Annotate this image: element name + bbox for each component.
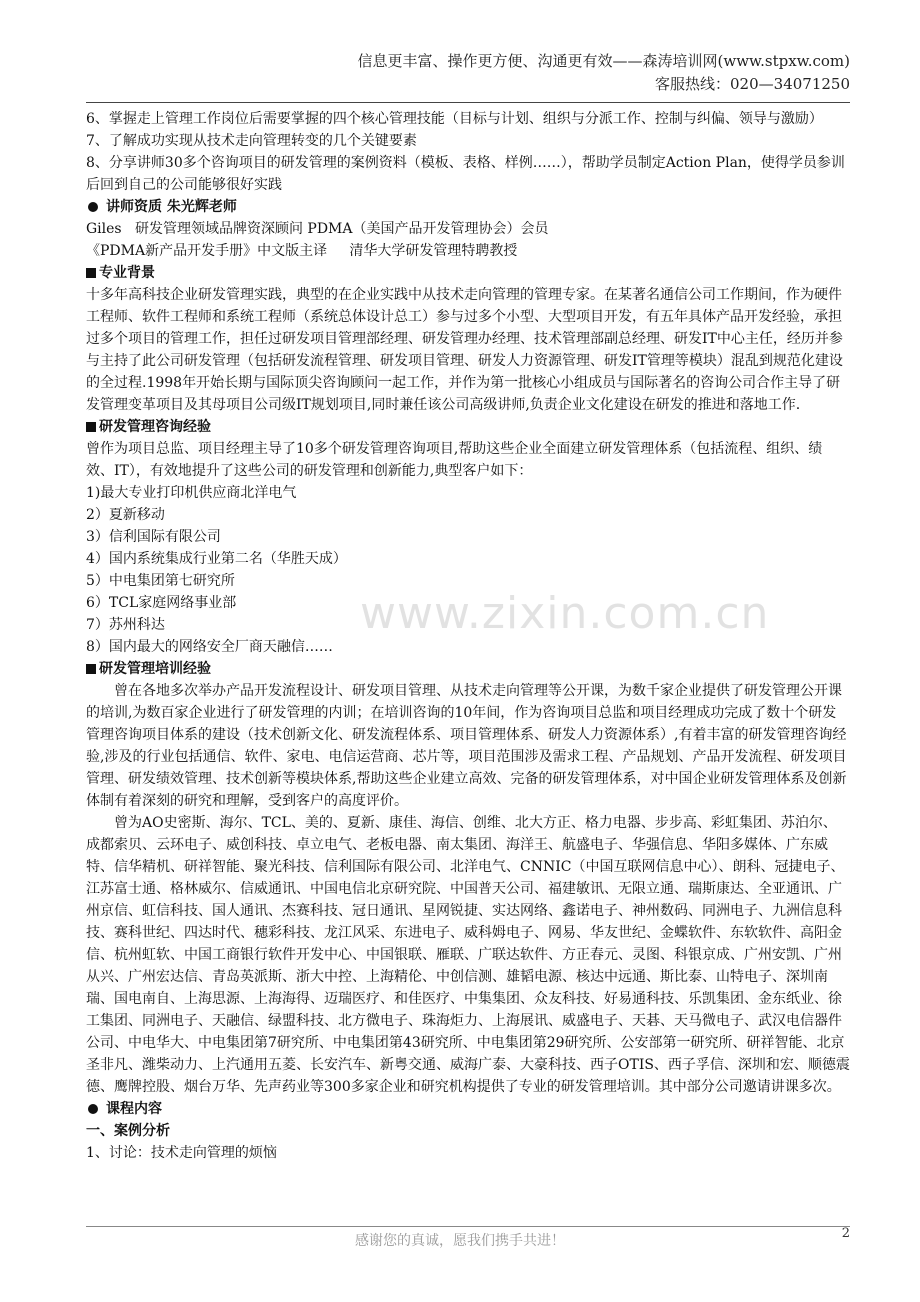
goal-item-6: 6、掌握走上管理工作岗位后需要掌握的四个核心管理技能（目标与计划、组织与分派工作、控制与纠偏、领导与激励） <box>86 111 823 127</box>
square-bullet-icon <box>86 422 96 432</box>
header-hotline: 客服热线：020—34071250 <box>655 75 850 93</box>
training-paragraph-1: 曾在各地多次举办产品开发流程设计、研发项目管理、从技术走向管理等公开课，为数千家企业提供了研发管理公开课的培训,为数百家企业进行了研发管理的内训；在培训咨询的10年间，作为咨询项目总监和项目经理成功完成了数十个研发管理咨询项目体系的建设（技术创新文化、研发流程体系、项目管理体系、研发人力资源体系）,有着丰富的研发管理咨询经验,涉及的行业包括通信、软件、家电、电信运营商、芯片等，项目范围涉及需求工程、产品规划、产品开发流程、研发项目管理、研发绩效管理、技术创新等模块体系,帮助这些企业建立高效、完备的研发管理体系，对中国企业研发管理体系及创新体制有着深刻的研究和理解，受到客户的高度评价。 <box>86 683 847 809</box>
header-divider <box>86 102 850 103</box>
client-item: 5）中电集团第七研究所 <box>86 573 235 589</box>
square-bullet-icon <box>86 268 96 278</box>
trainer-heading <box>86 196 850 218</box>
consulting-intro: 曾作为项目总监、项目经理主导了10多个研发管理咨询项目,帮助这些企业全面建立研发管理体系（包括流程、组织、绩效、IT），有效地提升了这些公司的研发管理和创新能力,典型客户如下： <box>86 441 823 479</box>
footer-slogan: 感谢您的真诚，愿我们携手共进！ <box>355 1233 565 1249</box>
background-heading-text: 专业背景 <box>99 265 155 281</box>
training-heading-text: 研发管理培训经验 <box>99 661 211 677</box>
background-heading <box>86 262 850 284</box>
bullet-dot-icon <box>88 202 98 212</box>
client-item: 3）信利国际有限公司 <box>86 529 221 545</box>
consulting-heading-text: 研发管理咨询经验 <box>99 419 211 435</box>
client-item: 4）国内系统集成行业第二名（华胜天成） <box>86 551 347 567</box>
goal-item-7: 7、了解成功实现从技术走向管理转变的几个关键要素 <box>86 133 417 149</box>
page-number: 2 <box>841 1226 850 1241</box>
course-item-1: 1、讨论：技术走向管理的烦恼 <box>86 1145 277 1161</box>
goal-item-8: 8、分享讲师30多个咨询项目的研发管理的案例资料（模板、表格、样例……），帮助学员制定Action Plan，使得学员参训后回到自己的公司能够很好实践 <box>86 155 845 193</box>
course-heading-text: 课程内容 <box>106 1101 162 1117</box>
bullet-dot-icon <box>88 1104 98 1114</box>
background-text: 十多年高科技企业研发管理实践，典型的在企业实践中从技术走向管理的管理专家。在某著名通信公司工作期间，作为硬件工程师、软件工程师和系统工程师（系统总体设计总工）参与过多个小型、大型项目开发，有五年具体产品开发经验，承担过多个项目的管理工作，担任过研发项目管理部经理、研发管理办经理、技术管理部副总经理、研发IT中心主任，经历并参与主持了此公司研发管理（包括研发流程管理、研发项目管理、研发人力资源管理、研发IT管理等模块）混乱到规范化建设的全过程.1998年开始长期与国际顶尖咨询顾问一起工作，并作为第一批核心小组成员与国际著名的咨询公司合作主导了研发管理变革项目及其母项目公司级IT规划项目,同时兼任该公司高级讲师,负责企业文化建设在研发的推进和落地工作. <box>86 287 843 413</box>
page-header <box>86 50 850 96</box>
client-item: 2）夏新移动 <box>86 507 165 523</box>
footer-divider <box>86 1226 850 1227</box>
client-item: 6）TCL家庭网络事业部 <box>86 595 237 611</box>
trainer-line-2: 《PDMA新产品开发手册》中文版主译 清华大学研发管理特聘教授 <box>86 243 518 259</box>
header-tagline: 信息更丰富、操作更方便、沟通更有效——森涛培训网(www.stpxw.com) <box>357 52 850 70</box>
client-item: 8）国内最大的网络安全厂商天融信…… <box>86 639 333 655</box>
course-section-title: 一、案例分析 <box>86 1123 170 1139</box>
client-item: 7）苏州科达 <box>86 617 165 633</box>
trainer-line-1: Giles 研发管理领域品牌资深顾问 PDMA（美国产品开发管理协会）会员 <box>86 221 549 237</box>
watermark-text: www.zixin.com.cn <box>360 588 770 639</box>
training-heading <box>86 658 850 680</box>
square-bullet-icon <box>86 664 96 674</box>
trainer-heading-text: 讲师资质 朱光辉老师 <box>106 199 237 215</box>
consulting-heading <box>86 416 850 438</box>
course-heading <box>86 1098 850 1120</box>
training-paragraph-2: 曾为AO史密斯、海尔、TCL、美的、夏新、康佳、海信、创维、北大方正、格力电器、步步高、彩虹集团、苏泊尔、成都索贝、云环电子、威创科技、卓立电气、老板电器、南太集团、海洋王、航盛电子、华强信息、华阳多媒体、广东威特、信华精机、研祥智能、聚光科技、信利国际有限公司、北洋电气、CNNIC（中国互联网信息中心）、朗科、冠捷电子、江苏富士通、格林威尔、信威通讯、中国电信北京研究院、中国普天公司、福建敏讯、无限立通、瑞斯康达、全亚通讯、广州京信、虹信科技、国人通讯、杰赛科技、冠日通讯、星网锐捷、实达网络、鑫诺电子、神州数码、同洲电子、九洲信息科技、赛科世纪、四达时代、穗彩科技、龙江风采、东进电子、威科姆电子、网易、华友世纪、金蝶软件、东软软件、高阳金信、杭州虹软、中国工商银行软件开发中心、中国银联、雁联、广联达软件、方正春元、灵图、科银京成、广州安凯、广州从兴、广州宏达信、青岛英派斯、浙大中控、上海精伦、中创信测、雄韬电源、核达中远通、斯比泰、山特电子、深圳南瑞、国电南自、上海思源、上海海得、迈瑞医疗、和佳医疗、中集集团、众友科技、好易通科技、乐凯集团、金东纸业、徐工集团、同洲电子、天融信、绿盟科技、北方微电子、珠海炬力、上海展讯、威盛电子、天碁、天马微电子、武汉电信器件公司、中电华大、中电集团第7研究所、中电集团第43研究所、中电集团第29研究所、公安部第一研究所、研祥智能、北京圣非凡、潍柴动力、上汽通用五菱、长安汽车、新粤交通、威海广泰、大豪科技、西子OTIS、西子孚信、深圳和宏、顺德震德、鹰牌控股、烟台万华、先声药业等300多家企业和研究机构提供了专业的研发管理培训。其中部分公司邀请讲课多次。 <box>86 815 850 1095</box>
client-item: 1)最大专业打印机供应商北洋电气 <box>86 485 297 501</box>
